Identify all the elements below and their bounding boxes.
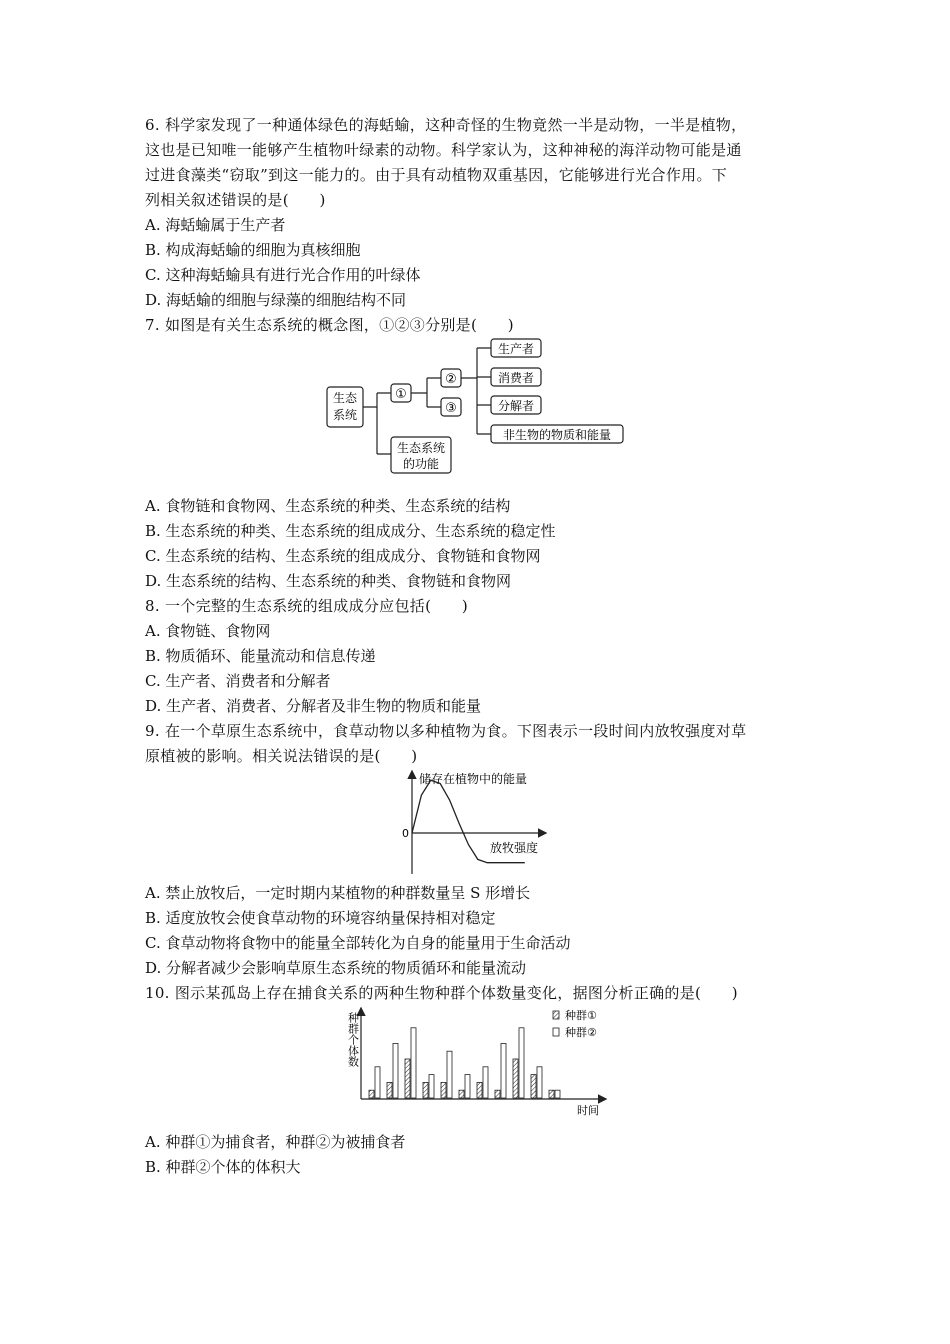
node2-connector xyxy=(461,348,491,434)
grazing-chart xyxy=(145,769,810,879)
function-label-2: 的功能 xyxy=(402,457,440,471)
node-1-label: ① xyxy=(395,387,407,402)
legend-label-2: 种群② xyxy=(565,1026,597,1039)
component-consumer: 消费者 xyxy=(497,371,535,385)
bar-population-2 xyxy=(465,1075,470,1098)
component-abiotic: 非生物的物质和能量 xyxy=(502,428,612,442)
y-axis-label: 种群个体数 xyxy=(346,1012,360,1067)
bar-population-1 xyxy=(477,1082,482,1098)
bar-population-2 xyxy=(447,1051,452,1098)
q7-option-d: D. 生态系统的结构、生态系统的种类、食物链和食物网 xyxy=(145,572,512,590)
bar-population-2 xyxy=(555,1090,560,1098)
question-8 xyxy=(145,594,810,719)
q6-option-c: C. 这种海蛞蝓具有进行光合作用的叶绿体 xyxy=(145,266,421,284)
q8-option-d: D. 生产者、消费者、分解者及非生物的物质和能量 xyxy=(145,697,482,715)
q6-stem-line: 6. 科学家发现了一种通体绿色的海蛞蝓，这种奇怪的生物竟然一半是动物，一半是植物， xyxy=(145,116,747,134)
q8-option-c: C. 生产者、消费者和分解者 xyxy=(145,672,331,690)
root-connector xyxy=(363,393,391,454)
component-producer: 生产者 xyxy=(497,342,535,356)
bar-population-1 xyxy=(441,1082,446,1098)
bar-population-1 xyxy=(369,1090,374,1098)
bar-population-2 xyxy=(483,1067,488,1098)
q7-option-a: A. 食物链和食物网、生态系统的种类、生态系统的结构 xyxy=(145,497,511,515)
legend-swatch-2 xyxy=(553,1028,559,1036)
bar-population-2 xyxy=(537,1067,542,1098)
bar-population-1 xyxy=(459,1090,464,1098)
q10-option-b: B. 种群②个体的体积大 xyxy=(145,1158,301,1176)
bar-population-1 xyxy=(513,1059,518,1098)
component-decomposer: 分解者 xyxy=(497,399,535,413)
question-9 xyxy=(145,719,810,981)
q8-option-a: A. 食物链、食物网 xyxy=(145,622,271,640)
bar-population-1 xyxy=(423,1082,428,1098)
q10-figure xyxy=(145,1006,810,1116)
bar-population-1 xyxy=(495,1090,500,1098)
q7-concept-diagram xyxy=(145,338,810,483)
x-axis-label: 放牧强度 xyxy=(490,841,539,855)
node-2-label: ② xyxy=(445,372,457,387)
bar-group xyxy=(369,1028,560,1098)
bar-population-2 xyxy=(393,1043,398,1098)
q6-stem-line: 过进食藻类“窃取”到这一能力的。由于具有动植物双重基因，它能够进行光合作用。下 xyxy=(145,166,728,184)
q7-stem: 7. 如图是有关生态系统的概念图，①②③分别是( ) xyxy=(145,316,514,334)
q7-option-b: B. 生态系统的种类、生态系统的组成成分、生态系统的稳定性 xyxy=(145,522,556,540)
y-axis-label: 储存在植物中的能量 xyxy=(419,772,528,786)
q9-option-c: C. 食草动物将食物中的能量全部转化为自身的能量用于生命活动 xyxy=(145,934,571,952)
x-axis-label: 时间 xyxy=(577,1104,599,1116)
q6-stem-line: 这也是已知唯一能够产生植物叶绿素的动物。科学家认为，这种神秘的海洋动物可能是通 xyxy=(145,141,742,159)
exam-page xyxy=(145,113,810,1180)
bar-population-2 xyxy=(375,1067,380,1098)
node1-connector xyxy=(411,378,441,407)
q7-option-c: C. 生态系统的结构、生态系统的组成成分、食物链和食物网 xyxy=(145,547,541,565)
q9-stem-line: 原植被的影响。相关说法错误的是( ) xyxy=(145,747,418,765)
bar-population-1 xyxy=(387,1082,392,1098)
q9-option-a: A. 禁止放牧后，一定时期内某植物的种群数量呈 S 形增长 xyxy=(145,884,531,902)
population-chart xyxy=(145,1006,810,1116)
q10-option-a: A. 种群①为捕食者，种群②为被捕食者 xyxy=(145,1133,406,1151)
q6-option-d: D. 海蛞蝓的细胞与绿藻的细胞结构不同 xyxy=(145,291,407,309)
legend-swatch-1 xyxy=(553,1011,559,1019)
root-label-1: 生态 xyxy=(332,391,358,405)
q9-figure xyxy=(145,769,810,879)
bar-population-2 xyxy=(519,1028,524,1098)
q8-stem: 8. 一个完整的生态系统的组成成分应包括( ) xyxy=(145,597,468,615)
question-7 xyxy=(145,313,810,594)
q9-stem-line: 9. 在一个草原生态系统中，食草动物以多种植物为食。下图表示一段时间内放牧强度对草 xyxy=(145,722,747,740)
q6-option-b: B. 构成海蛞蝓的细胞为真核细胞 xyxy=(145,241,361,259)
root-label-2: 系统 xyxy=(332,408,358,422)
bar-population-2 xyxy=(411,1028,416,1098)
q9-option-d: D. 分解者减少会影响草原生态系统的物质循环和能量流动 xyxy=(145,959,527,977)
concept-map xyxy=(145,338,810,483)
q8-option-b: B. 物质循环、能量流动和信息传递 xyxy=(145,647,376,665)
legend-label-1: 种群① xyxy=(565,1009,597,1022)
bar-population-1 xyxy=(549,1090,554,1098)
question-10 xyxy=(145,981,810,1180)
bar-population-2 xyxy=(501,1043,506,1098)
q6-option-a: A. 海蛞蝓属于生产者 xyxy=(145,216,286,234)
origin-label: 0 xyxy=(402,827,409,840)
bar-population-1 xyxy=(405,1059,410,1098)
node-3-label: ③ xyxy=(445,401,457,416)
bar-population-2 xyxy=(429,1075,434,1098)
function-label-1: 生态系统 xyxy=(396,441,446,455)
question-6 xyxy=(145,113,810,313)
q6-stem-line: 列相关叙述错误的是( ) xyxy=(145,191,326,209)
q10-stem: 10. 图示某孤岛上存在捕食关系的两种生物种群个体数量变化，据图分析正确的是( ) xyxy=(145,984,738,1002)
bar-population-1 xyxy=(531,1075,536,1098)
q9-option-b: B. 适度放牧会使食草动物的环境容纳量保持相对稳定 xyxy=(145,909,496,927)
